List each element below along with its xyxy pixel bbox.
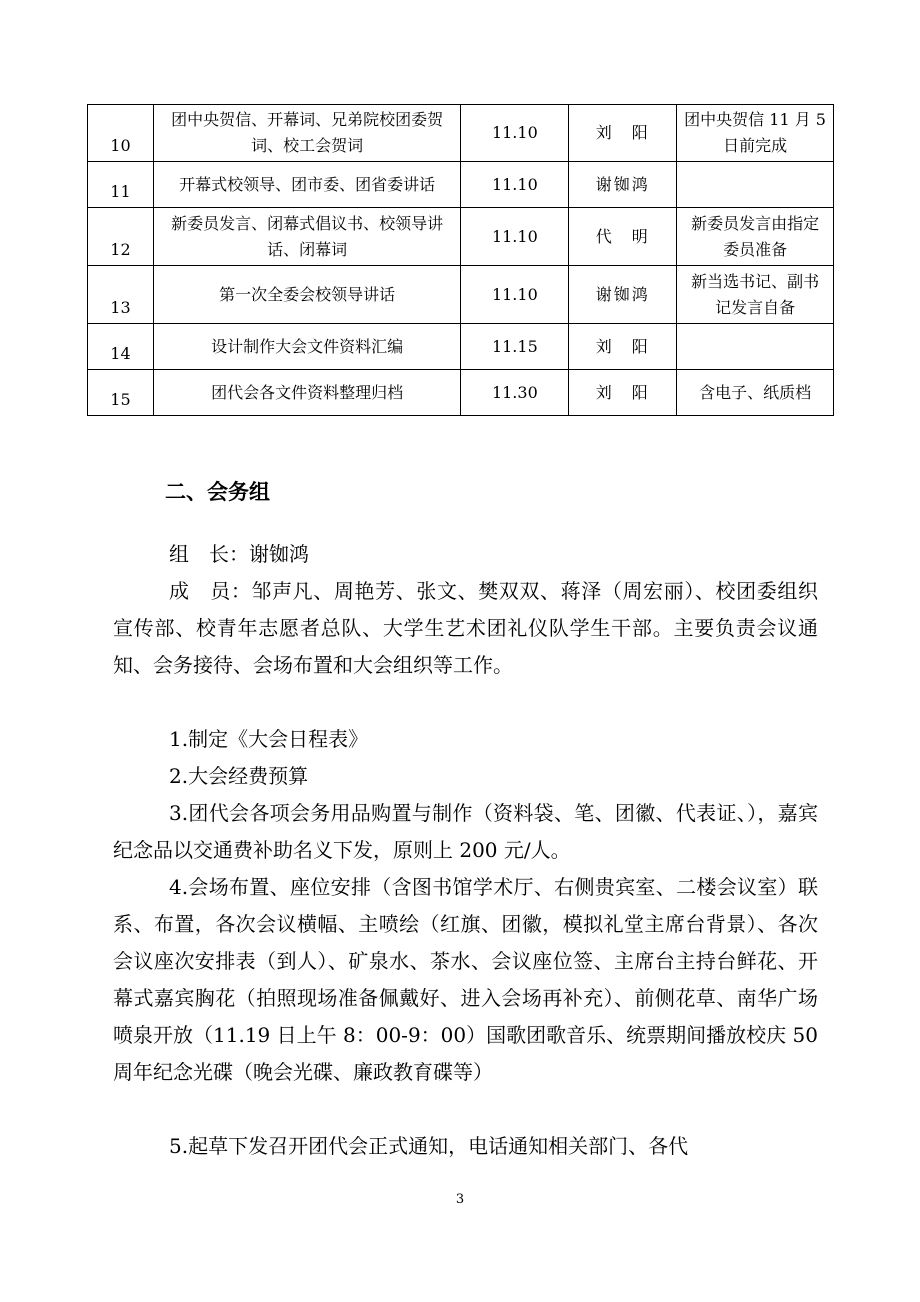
row-date: 11.15 (461, 324, 569, 370)
page-number: 3 (455, 1192, 465, 1207)
row-item: 第一次全委会校领导讲话 (153, 266, 460, 324)
list-item: 3.团代会各项会务用品购置与制作（资料袋、笔、团徽、代表证、），嘉宾纪念品以交通费补助名义下发，原则上 200 元/人。 (113, 801, 818, 862)
row-owner: 谢铷鸿 (569, 162, 677, 208)
row-date: 11.10 (461, 105, 569, 162)
row-item: 设计制作大会文件资料汇编 (153, 324, 460, 370)
row-owner: 谢铷鸿 (569, 266, 677, 324)
table-row (88, 208, 834, 266)
row-note: 含电子、纸质档 (677, 370, 834, 416)
row-item: 团中央贺信、开幕词、兄弟院校团委贺词、校工会贺词 (153, 105, 460, 162)
row-date: 11.30 (461, 370, 569, 416)
table-row (88, 105, 834, 162)
row-number: 11 (88, 162, 154, 208)
list-item: 4.会场布置、座位安排（含图书馆学术厅、右侧贵宾室、二楼会议室）联系、布置，各次会议横幅、主喷绘（红旗、团徽，模拟礼堂主席台背景）、各次会议座次安排表（到人）、矿泉水、茶水、会议座位签、主席台主持台鲜花、开幕式嘉宾胸花（拍照现场准备佩戴好、进入会场再补充）、前侧花草、南华广场喷泉开放（11.19 日上午 8：00-9：00）国歌团歌音乐、统票期间播放校庆 50 周年纪念光碟（晚会光碟、廉政教育碟等） (113, 875, 818, 1084)
list-item: 1.制定《大会日程表》 (169, 727, 369, 751)
row-number: 10 (88, 105, 154, 162)
table-row (88, 370, 834, 416)
table-row (88, 266, 834, 324)
row-date: 11.10 (461, 208, 569, 266)
table-row (88, 324, 834, 370)
row-item: 新委员发言、闭幕式倡议书、校领导讲话、闭幕词 (153, 208, 460, 266)
row-number: 12 (88, 208, 154, 266)
group-members: 成 员：邹声凡、周艳芳、张文、樊双双、蒋泽（周宏丽）、校团委组织宣传部、校青年志愿者总队、大学生艺术团礼仪队学生干部。主要负责会议通知、会务接待、会场布置和大会组织等工作。 (113, 579, 818, 677)
row-note: 新当选书记、副书记发言自备 (677, 266, 834, 324)
row-item: 开幕式校领导、团市委、团省委讲话 (153, 162, 460, 208)
row-date: 11.10 (461, 266, 569, 324)
row-owner: 刘 阳 (569, 105, 677, 162)
row-number: 15 (88, 370, 154, 416)
row-note: 新委员发言由指定委员准备 (677, 208, 834, 266)
row-date: 11.10 (461, 162, 569, 208)
list-item: 5.起草下发召开团代会正式通知，电话通知相关部门、各代 (169, 1134, 689, 1158)
row-owner: 代 明 (569, 208, 677, 266)
row-note: 团中央贺信 11 月 5 日前完成 (677, 105, 834, 162)
row-note (677, 162, 834, 208)
row-item: 团代会各文件资料整理归档 (153, 370, 460, 416)
task-table (87, 104, 834, 416)
table-row (88, 162, 834, 208)
row-number: 14 (88, 324, 154, 370)
row-number: 13 (88, 266, 154, 324)
list-item: 2.大会经费预算 (169, 764, 309, 788)
group-leader: 组 长：谢铷鸿 (169, 542, 309, 566)
row-note (677, 324, 834, 370)
row-owner: 刘 阳 (569, 370, 677, 416)
section-heading: 二、会务组 (165, 479, 270, 504)
row-owner: 刘 阳 (569, 324, 677, 370)
